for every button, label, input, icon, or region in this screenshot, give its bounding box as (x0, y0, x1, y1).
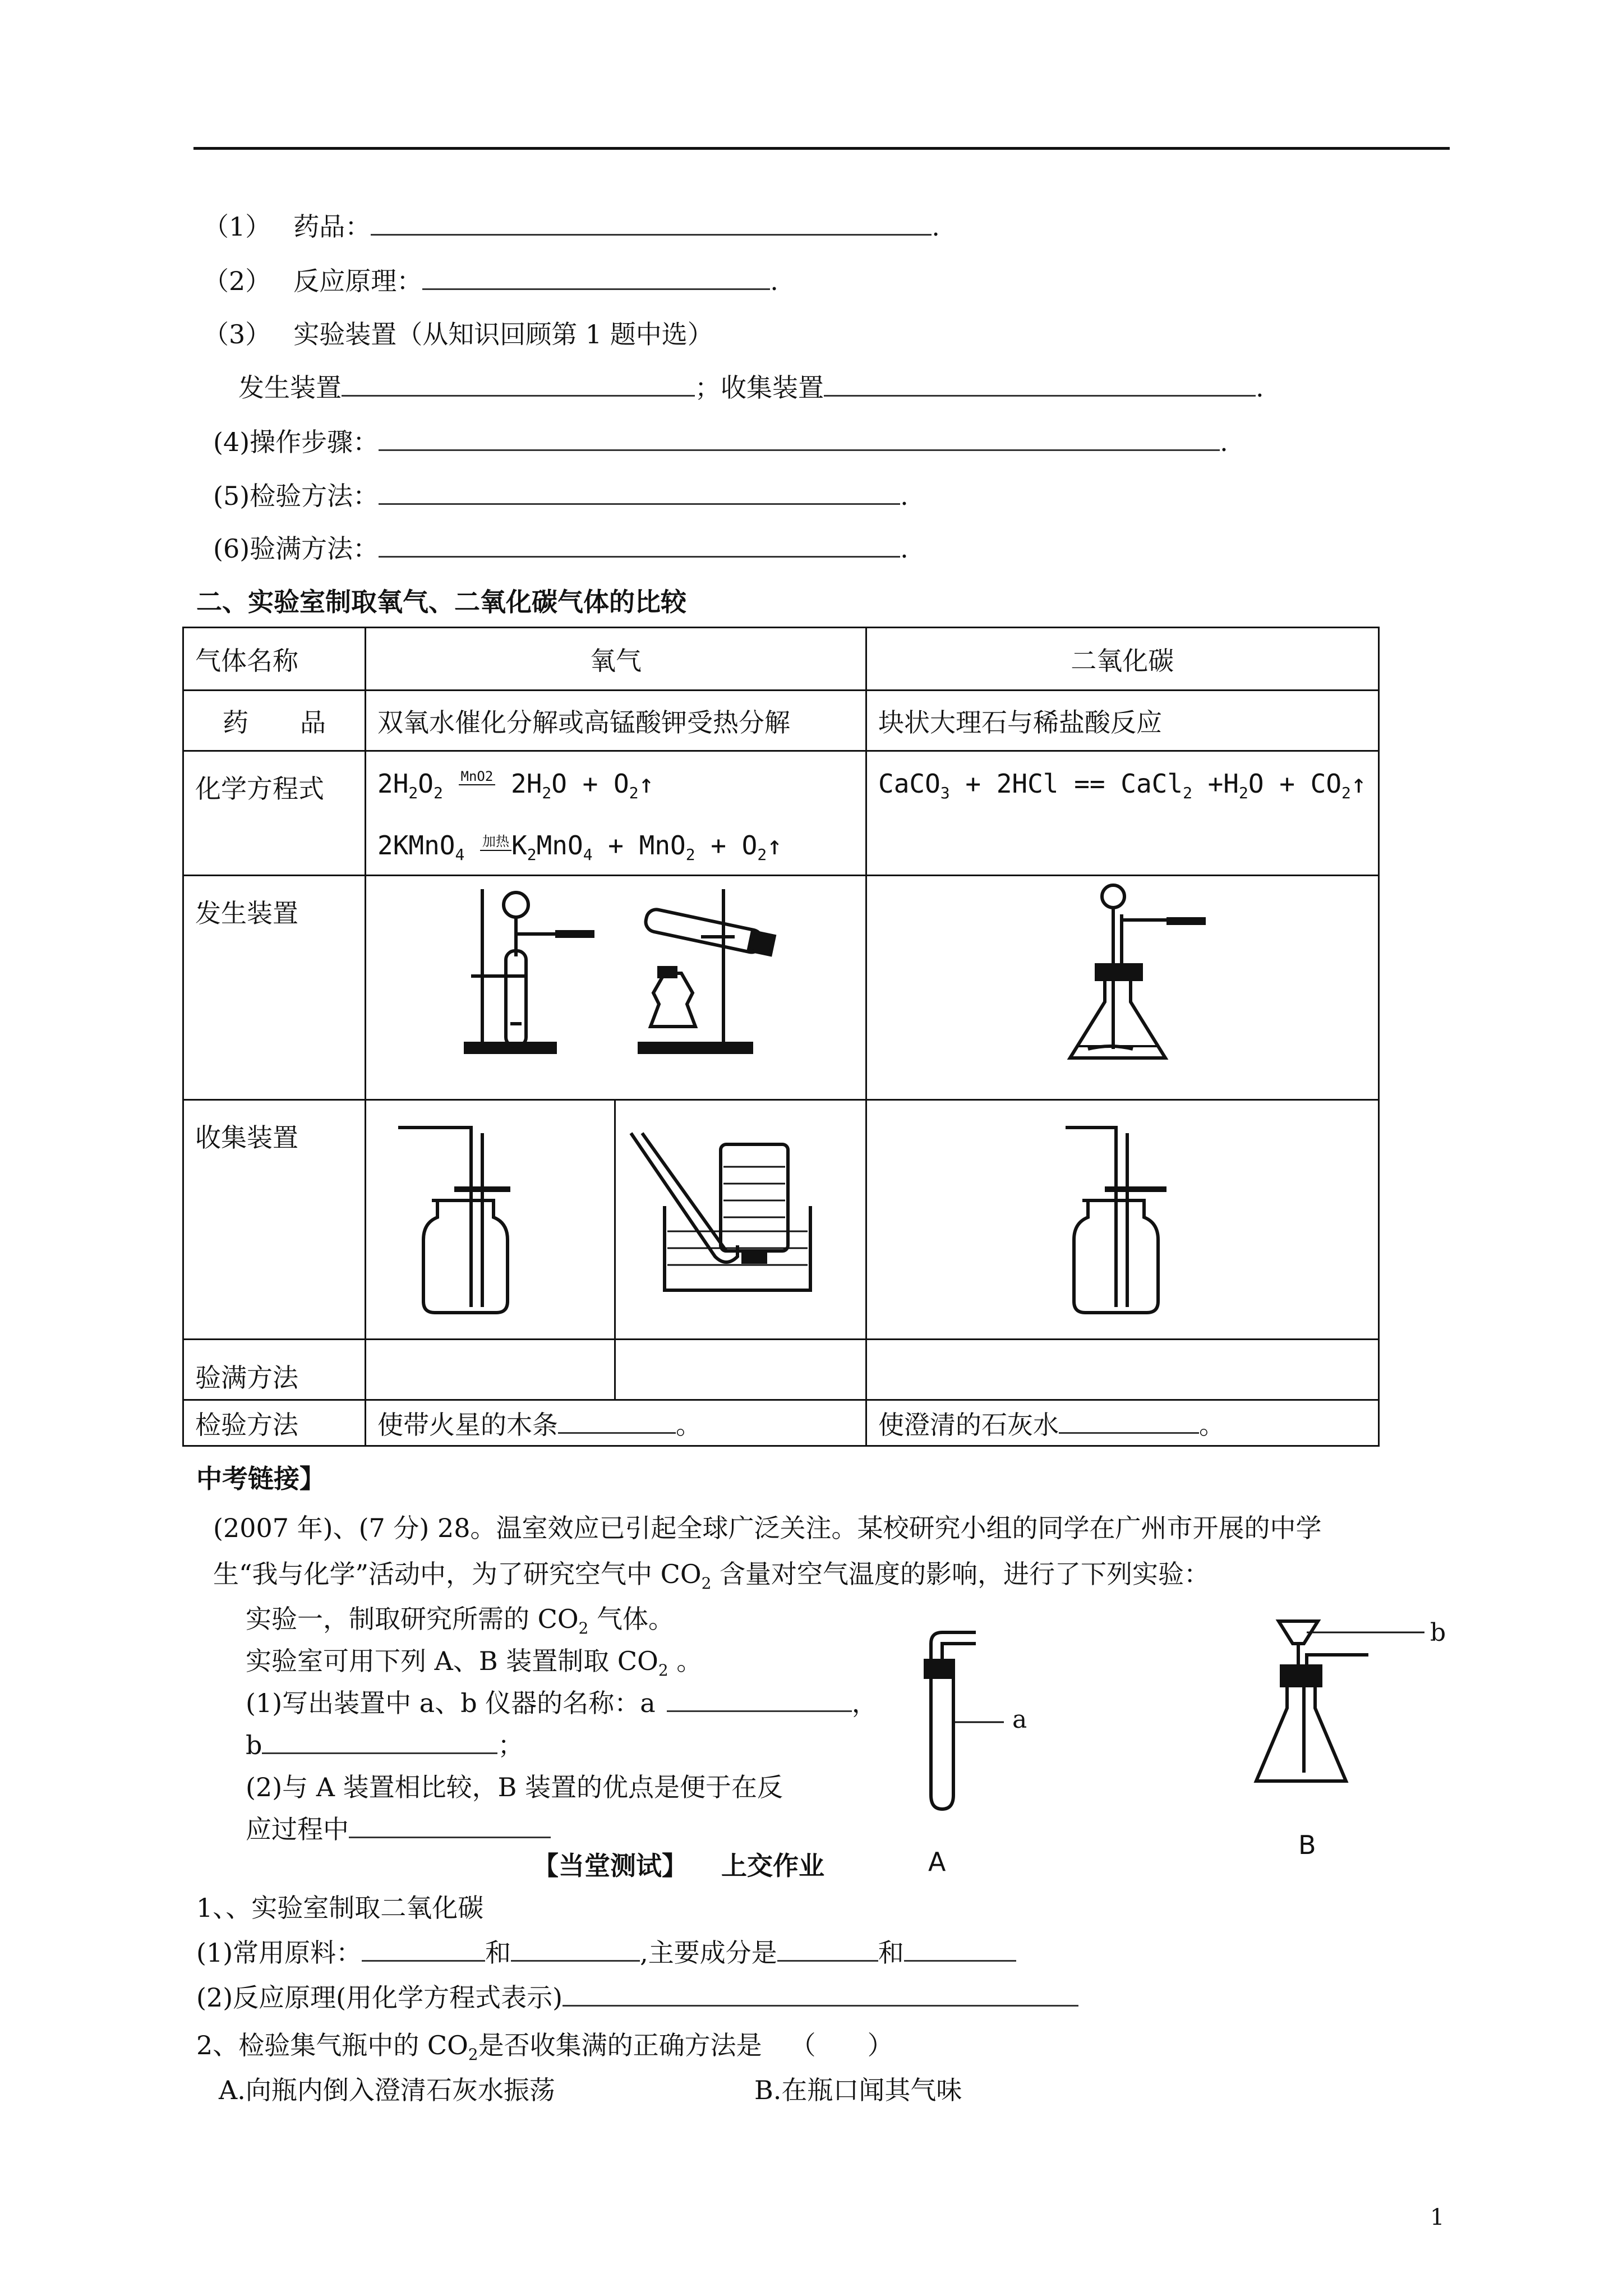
h-o2: 氧气 (366, 628, 866, 691)
option-b[interactable]: B.在瓶口闻其气味 (754, 2075, 962, 2105)
o2-equations (366, 751, 866, 876)
zk-para-7: (2)与 A 装置相比较，B 装置的优点是便于在反 (246, 1772, 783, 1802)
zk-text: 实验一，制取研究所需的 CO (246, 1604, 579, 1634)
zk-para-4 (246, 1641, 702, 1680)
subscript: 2 (1341, 784, 1351, 803)
r-gen: 发生装置 (183, 876, 366, 1100)
period: . (932, 211, 940, 242)
o2-drug: 双氧水催化分解或高锰酸钾受热分解 (366, 691, 866, 751)
item-label: 实验装置（从知识回顾第 1 题中选） (293, 319, 713, 349)
answer-blank[interactable] (422, 288, 770, 290)
apparatus-b-drawing (1251, 1610, 1441, 1812)
section-2-title: 二、实验室制取氧气、二氧化碳气体的比较 (196, 587, 686, 617)
catalyst-mno2 (459, 769, 496, 785)
subscript: 2 (1183, 784, 1192, 803)
step-label: (5)检验方法： (213, 481, 379, 511)
h-co2: 二氧化碳 (866, 628, 1379, 691)
q2 (196, 2025, 893, 2064)
period: . (1256, 372, 1264, 403)
step-label: (6)验满方法： (213, 533, 379, 564)
separator: ； (695, 372, 721, 403)
o2-generator-drawing (454, 884, 819, 1063)
choice-parens[interactable]: （ ） (790, 2030, 893, 2060)
q-text: (1)常用原料： (196, 1938, 362, 1968)
zk-text: 。 (668, 1646, 703, 1676)
eq-text: +H (1192, 769, 1239, 799)
zhongkao-title: 中考链接】 (196, 1464, 325, 1494)
period: . (770, 266, 778, 296)
comma: ， (851, 1688, 878, 1718)
item-num: （3） (203, 319, 271, 349)
answer-blank[interactable] (379, 503, 900, 505)
h-name: 气体名称 (183, 628, 366, 691)
test-sub: 上交作业 (721, 1851, 824, 1881)
zk-text: (1)写出装置中 a、b 仪器的名称：a (246, 1688, 656, 1718)
r-eq: 化学方程式 (183, 751, 366, 876)
item-label: 药品： (293, 211, 371, 242)
apparatus-line (238, 367, 1264, 404)
answer-blank[interactable] (558, 1432, 676, 1434)
zk-text: b (246, 1730, 262, 1760)
subscript: 4 (583, 845, 593, 864)
co2-equation (866, 751, 1379, 876)
subscript: 2 (629, 784, 639, 803)
zk-text: 生“我与化学”活动中，为了研究空气中 CO (213, 1559, 702, 1589)
o2-full-2[interactable] (615, 1340, 866, 1400)
eq-text: MnO (536, 830, 583, 861)
eq-text: 2H (511, 769, 542, 799)
header-rule (193, 147, 1450, 150)
subscript: 2 (658, 1661, 668, 1680)
answer-blank-b[interactable] (262, 1752, 497, 1754)
eq-text: + MnO (592, 830, 686, 861)
o2-eq-2 (377, 830, 854, 864)
eq-text: K (511, 830, 527, 861)
eq-text: O + O (551, 769, 629, 799)
q-text: 和 (485, 1938, 511, 1968)
item-1 (203, 206, 940, 243)
period: . (1220, 427, 1228, 457)
zk-para-3 (246, 1599, 674, 1637)
step-label: (4)操作步骤： (213, 427, 379, 457)
zk-text: 含量对空气温度的影响，进行了下列实验： (711, 1559, 1210, 1589)
col-label: 收集装置 (721, 372, 824, 403)
eq-text: + 2HCl == CaCl (949, 769, 1183, 799)
co2-full[interactable] (866, 1340, 1379, 1400)
o2-full-1[interactable] (366, 1340, 615, 1400)
eq-text: 2H (377, 769, 409, 799)
zk-para-6 (246, 1725, 523, 1762)
zk-text: 应过程中 (246, 1814, 349, 1844)
answer-blank[interactable] (777, 1959, 878, 1962)
page-number: 1 (1430, 2205, 1445, 2230)
q1: 1、、实验室制取二氧化碳 (196, 1893, 484, 1923)
subscript: 2 (578, 1619, 589, 1638)
answer-blank[interactable] (1059, 1432, 1199, 1434)
test-title (533, 1846, 824, 1883)
r-test: 检验方法 (183, 1400, 366, 1446)
r-full: 验满方法 (183, 1340, 366, 1400)
co2-collector-upward-drawing (1054, 1116, 1200, 1318)
item-3 (203, 314, 713, 351)
o2-collector-upward-drawing (387, 1116, 533, 1318)
subscript: 3 (940, 784, 950, 803)
test-text: 使澄清的石灰水 (878, 1409, 1059, 1440)
eq-text: O + CO (1248, 769, 1342, 799)
subscript: 2 (757, 845, 767, 864)
q-text: (2)反应原理(用化学方程式表示) (196, 1982, 563, 2013)
subscript: 2 (527, 845, 537, 864)
answer-blank[interactable] (562, 2004, 1078, 2007)
subscript: 4 (455, 845, 465, 864)
catalyst-text: MnO2 (459, 769, 496, 785)
option-a[interactable]: A.向瓶内倒入澄清石灰水振荡 (219, 2075, 555, 2105)
subscript: 2 (685, 845, 695, 864)
period: 。 (676, 1409, 702, 1440)
answer-blank[interactable] (379, 449, 1220, 451)
subscript: 2 (468, 2045, 478, 2064)
co2-test (866, 1400, 1379, 1446)
answer-blank[interactable] (371, 233, 932, 236)
subscript: 2 (542, 784, 552, 803)
answer-blank-a[interactable] (667, 1710, 852, 1712)
period: . (900, 533, 909, 564)
r-drug: 药 品 (183, 691, 366, 751)
q1-1 (196, 1932, 1016, 1970)
step-6 (213, 528, 909, 565)
period: . (900, 481, 909, 511)
gen-blank[interactable] (342, 394, 695, 397)
answer-blank[interactable] (904, 1959, 1016, 1962)
q-text: 和 (878, 1938, 904, 1968)
zk-para-5 (246, 1683, 878, 1720)
up-arrow-icon: ↑ (767, 830, 782, 861)
label-A: A (928, 1847, 946, 1877)
step-5 (213, 476, 909, 513)
item-num: （2） (203, 266, 271, 296)
condition-text: 加热 (480, 830, 511, 851)
q-text: ,主要成分是 (640, 1938, 777, 1968)
o2-test (366, 1400, 866, 1446)
subscript: 2 (701, 1574, 712, 1593)
answer-blank[interactable] (379, 555, 900, 558)
o2-collector-water-drawing (625, 1122, 816, 1313)
label-b: b (1430, 1618, 1446, 1647)
label-B: B (1298, 1830, 1316, 1860)
q-text: 是否收集满的正确方法是 (478, 2030, 762, 2060)
r-col: 收集装置 (183, 1100, 366, 1340)
condition-heat (480, 830, 511, 851)
item-label: 反应原理： (293, 266, 423, 296)
eq-text: + O (695, 830, 758, 861)
label-a: a (1012, 1705, 1027, 1734)
subscript: 2 (1239, 784, 1248, 803)
zk-para-8 (246, 1809, 551, 1846)
eq-text: 2KMnO (377, 830, 455, 861)
period: 。 (1199, 1409, 1225, 1440)
subscript: 2 (433, 784, 443, 803)
co2-drug: 块状大理石与稀盐酸反应 (866, 691, 1379, 751)
zk-text: 气体。 (588, 1604, 674, 1634)
test-text: 使带火星的木条 (377, 1409, 558, 1440)
up-arrow-icon: ↑ (1350, 769, 1367, 799)
q1-2 (196, 1977, 1078, 2014)
subscript: 2 (408, 784, 418, 803)
gen-label: 发生装置 (238, 372, 342, 403)
col-blank[interactable] (824, 394, 1256, 397)
zk-para-2 (213, 1554, 1210, 1593)
zk-text: 实验室可用下列 A、B 装置制取 CO (246, 1646, 658, 1676)
answer-blank-c[interactable] (349, 1836, 551, 1838)
test-title-text: 【当堂测试】 (533, 1851, 688, 1881)
item-num: （1） (203, 211, 271, 242)
zk-para-1: (2007 年)、(7 分) 28。温室效应已引起全球广泛关注。某校研究小组的同学在广州市开展的中学 (213, 1513, 1322, 1543)
up-arrow-icon: ↑ (638, 769, 654, 799)
step-4 (213, 422, 1228, 459)
semicolon: ； (497, 1730, 524, 1760)
q-text: 2、检验集气瓶中的 CO (196, 2030, 468, 2060)
answer-blank[interactable] (511, 1959, 640, 1962)
o2-eq-1: $2H_2O_2$ MnO2 $2H_2O$ + $O_2↑$ (377, 769, 654, 803)
answer-blank[interactable] (362, 1959, 485, 1962)
item-2 (203, 261, 778, 298)
co2-generator-drawing (1054, 881, 1245, 1071)
eq-text: CaCO (878, 769, 940, 799)
